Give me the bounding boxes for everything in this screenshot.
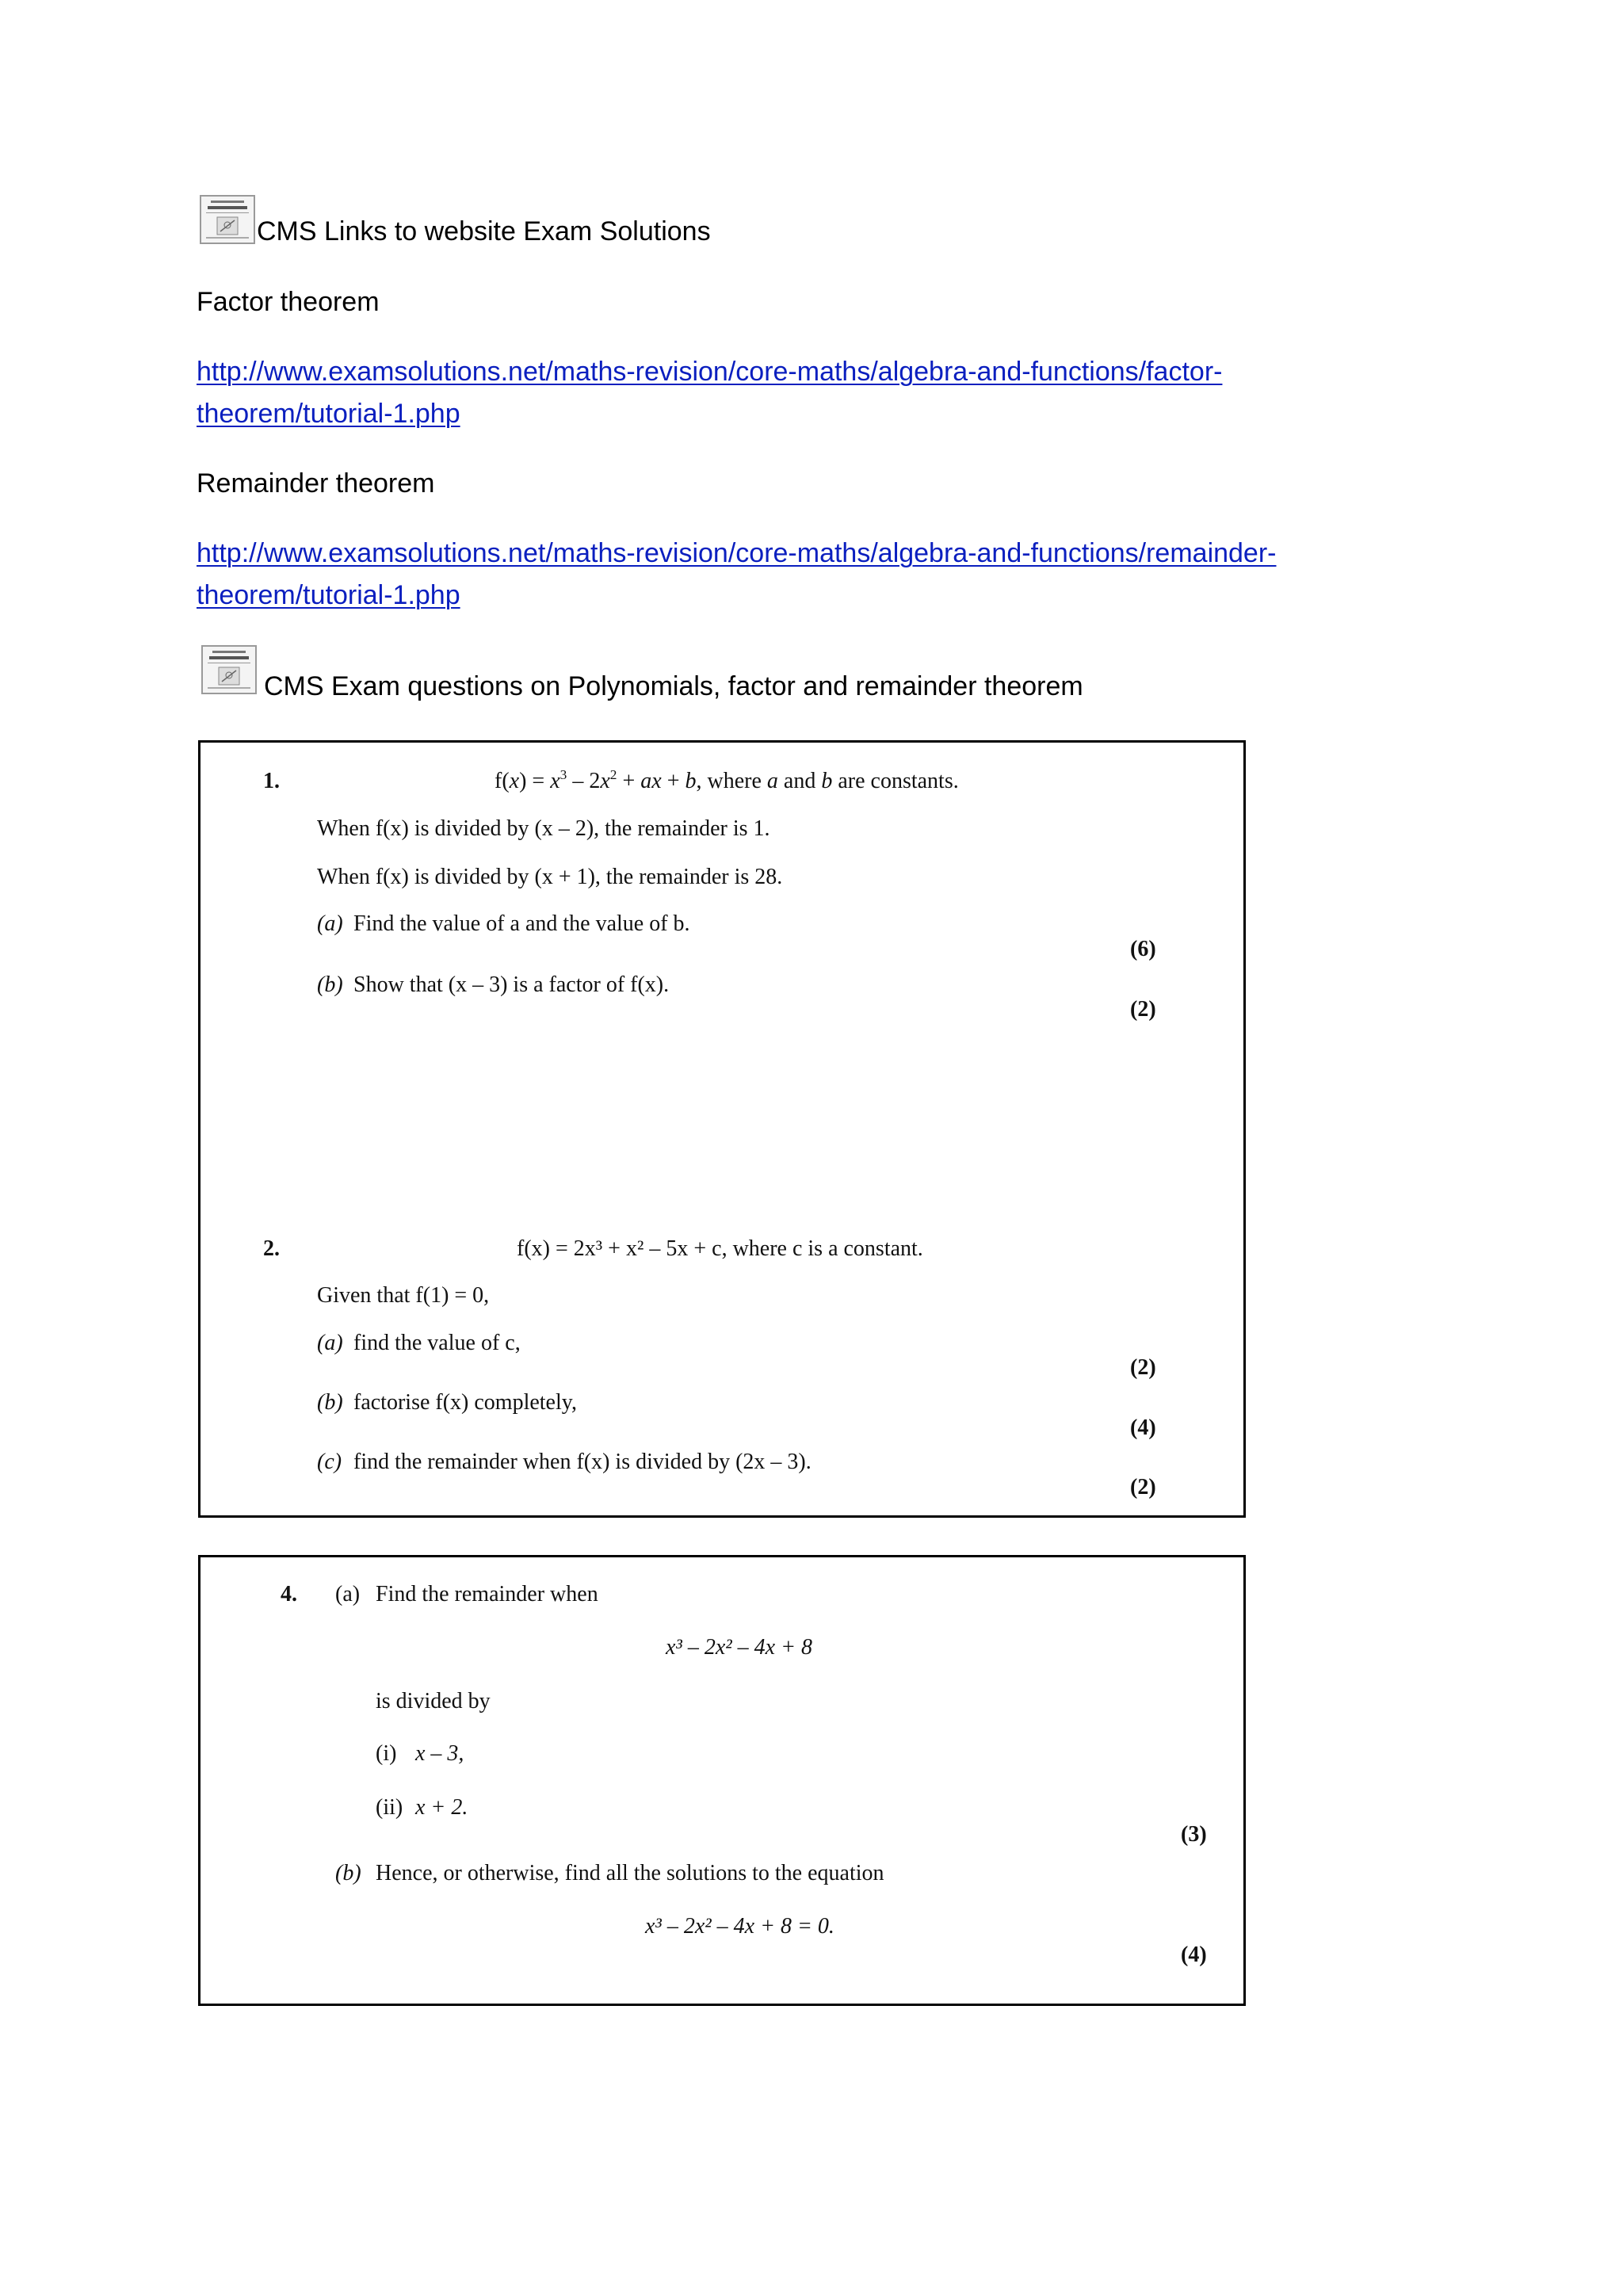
q1-part-a-label: (a) [317, 911, 343, 936]
remainder-theorem-link-line2[interactable]: theorem/tutorial-1.php [197, 580, 460, 610]
q2-part-b-marks: (4) [1130, 1415, 1156, 1440]
q2-part-c-marks: (2) [1130, 1475, 1156, 1499]
q2-part-b-label: (b) [317, 1390, 343, 1415]
q2-part-a-label: (a) [317, 1331, 343, 1355]
q2-part-c-text: find the remainder when f(x) is divided by (2x – 3). [353, 1450, 812, 1474]
q4-part-a-text: Find the remainder when [376, 1582, 598, 1606]
school-logo-icon [201, 645, 257, 694]
q1-part-b-marks: (2) [1130, 997, 1156, 1022]
factor-theorem-label: Factor theorem [197, 287, 380, 317]
q1-function-definition: $f(x) = x^3 - 2x^2$ + ax + b, where a and b are constants. [495, 766, 959, 793]
q2-part-a-marks: (2) [1130, 1355, 1156, 1380]
q1-part-b-text: Show that (x – 3) is a factor of f(x). [353, 972, 670, 997]
q4-part-i-label: (i) [376, 1741, 397, 1766]
q4-part-b-text: Hence, or otherwise, find all the solutions to the equation [376, 1861, 884, 1885]
q2-part-b-text: factorise f(x) completely, [353, 1390, 577, 1415]
remainder-theorem-label: Remainder theorem [197, 468, 435, 499]
q1-condition-2: When f(x) is divided by (x + 1), the remainder is 28. [317, 865, 783, 889]
school-logo-icon [200, 195, 255, 244]
q1-condition-1: When f(x) is divided by (x – 2), the remainder is 1. [317, 816, 770, 841]
q4-part-a-marks: (3) [1181, 1822, 1207, 1847]
question-number: 1. [263, 769, 280, 793]
question-number: 4. [281, 1582, 297, 1606]
q1-part-a-text: Find the value of a and the value of b. [353, 911, 690, 936]
q2-function-definition: f(x) = 2x³ + x² – 5x + c, where c is a constant. [517, 1236, 923, 1261]
remainder-theorem-link-line1[interactable]: http://www.examsolutions.net/maths-revision/core-maths/algebra-and-functions/remainder- [197, 538, 1277, 568]
q4-part-i-text: x – 3, [415, 1741, 464, 1766]
q4-part-b-marks: (4) [1181, 1943, 1207, 1967]
factor-theorem-link-line1[interactable]: http://www.examsolutions.net/maths-revision/core-maths/algebra-and-functions/factor- [197, 357, 1223, 387]
q4-divided-by: is divided by [376, 1689, 491, 1713]
q4-part-ii-text: x + 2. [415, 1795, 468, 1820]
q4-part-b-label: (b) [335, 1861, 361, 1885]
exam-questions-heading: CMS Exam questions on Polynomials, factor and remainder theorem [264, 671, 1083, 701]
factor-theorem-link-line2[interactable]: theorem/tutorial-1.php [197, 399, 460, 429]
links-heading: CMS Links to website Exam Solutions [257, 216, 711, 246]
q4-equation: x³ – 2x² – 4x + 8 = 0. [645, 1914, 834, 1939]
q4-expression: x³ – 2x² – 4x + 8 [666, 1635, 812, 1660]
question-number: 2. [263, 1236, 280, 1261]
q1-part-b-label: (b) [317, 972, 343, 997]
q2-part-a-text: find the value of c, [353, 1331, 521, 1355]
q1-part-a-marks: (6) [1130, 937, 1156, 961]
q2-given: Given that f(1) = 0, [317, 1283, 490, 1308]
q4-part-ii-label: (ii) [376, 1795, 403, 1820]
q2-part-c-label: (c) [317, 1450, 342, 1474]
q4-part-a-label: (a) [335, 1582, 361, 1606]
